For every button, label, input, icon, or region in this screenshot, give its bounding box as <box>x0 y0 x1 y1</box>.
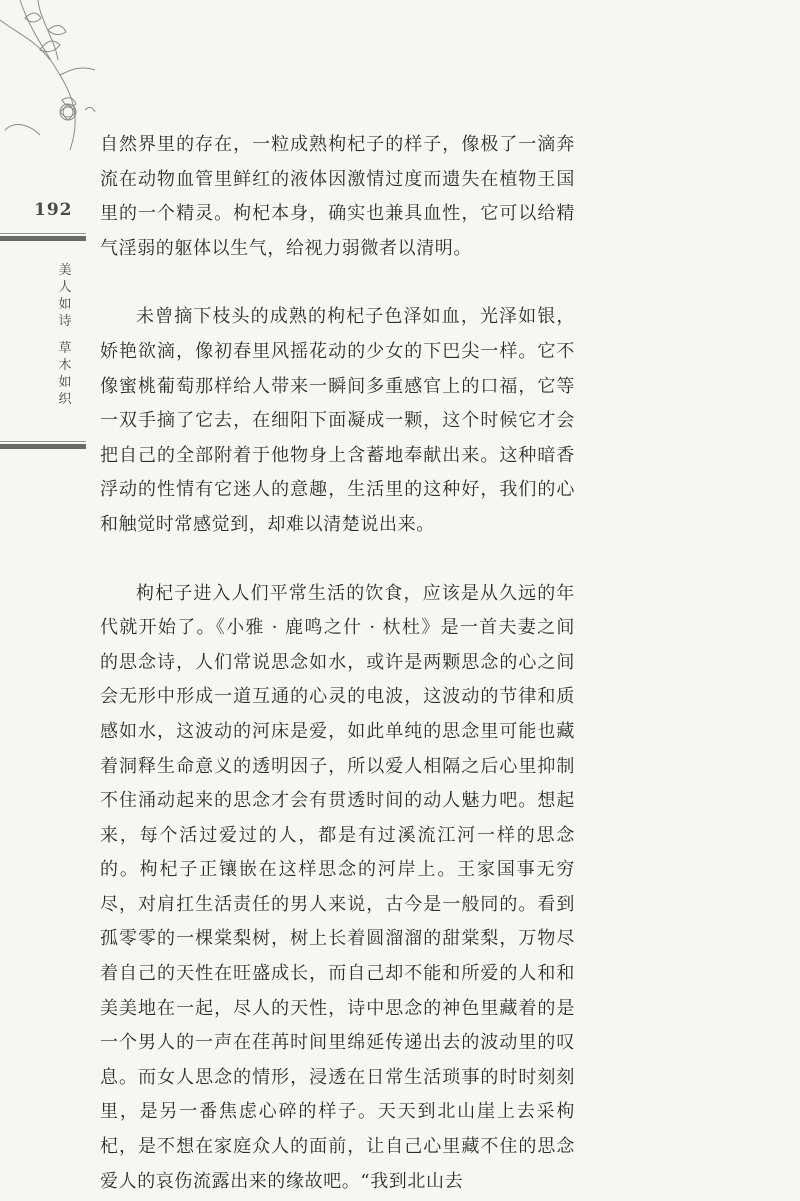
page-number: 192 <box>34 200 73 220</box>
paragraph: 枸杞子进入人们平常生活的饮食，应该是从久远的年代就开始了。《小雅 · 鹿鸣之什 · 杕杜》是一首夫妻之间的思念诗，人们常说思念如水，或许是两颗思念的心之间会无形中形成一道互通的心灵的电波，这波动的节律和质感如水，这波动的河床是爱，如此单纯的思念里可能也藏着洞释生命意义的透明因子，所以爱人相隔之后心里抑制不住涌动起来的思念才会有贯透时间的动人魅力吧。想起来，每个活过爱过的人，都是有过溪流江河一样的思念的。枸杞子正镶嵌在这样思念的河岸上。王家国事无穷尽，对肩扛生活责任的男人来说，古今是一般同的。看到孤零零的一棵棠梨树，树上长着圆溜溜的甜棠梨，万物尽着自己的天性在旺盛成长，而自己却不能和所爱的人和和美美地在一起，尽人的天性，诗中思念的神色里藏着的是一个男人的一声在荏苒时间里绵延传递出去的波动里的叹息。而女人思念的情形，浸透在日常生活琐事的时时刻刻里，是另一番焦虑心碎的样子。天天到北山崖上去采枸杞，是不想在家庭众人的面前，让自己心里藏不住的思念爱人的哀伤流露出来的缘故吧。“我到北山去 <box>100 582 575 1192</box>
book-title-char: 草 <box>58 341 72 356</box>
book-title-char: 织 <box>58 392 72 407</box>
paragraph: 自然界里的存在，一粒成熟枸杞子的样子，像极了一滴奔流在动物血管里鲜红的液体因激情过度而遗失在植物王国里的一个精灵。枸杞本身，确实也兼具血性，它可以给精气淫弱的躯体以生气，给视力弱微者以清明。 <box>100 134 575 259</box>
book-title-char: 如 <box>58 297 72 312</box>
book-title-char: 诗 <box>58 314 72 329</box>
book-title-char: 木 <box>58 358 72 373</box>
margin-rule-bottom <box>0 444 86 449</box>
book-title-char: 如 <box>58 375 72 390</box>
margin-rule-top <box>0 236 86 241</box>
book-title-char: 美 <box>58 263 72 278</box>
book-title-char: 人 <box>58 280 72 295</box>
book-title-gap <box>57 330 73 340</box>
book-title-vertical <box>57 262 73 408</box>
body-text <box>100 128 575 1199</box>
paragraph: 未曾摘下枝头的成熟的枸杞子色泽如血，光泽如银，娇艳欲滴，像初春里风摇花动的少女的下巴尖一样。它不像蜜桃葡萄那样给人带来一瞬间多重感官上的口福，它等一双手摘了它去，在细阳下面凝成一颗，这个时候它才会把自己的全部附着于他物身上含蓄地奉献出来。这种暗香浮动的性情有它迷人的意趣，生活里的这种好，我们的心和触觉时常感觉到，却难以清楚说出来。 <box>100 306 575 535</box>
